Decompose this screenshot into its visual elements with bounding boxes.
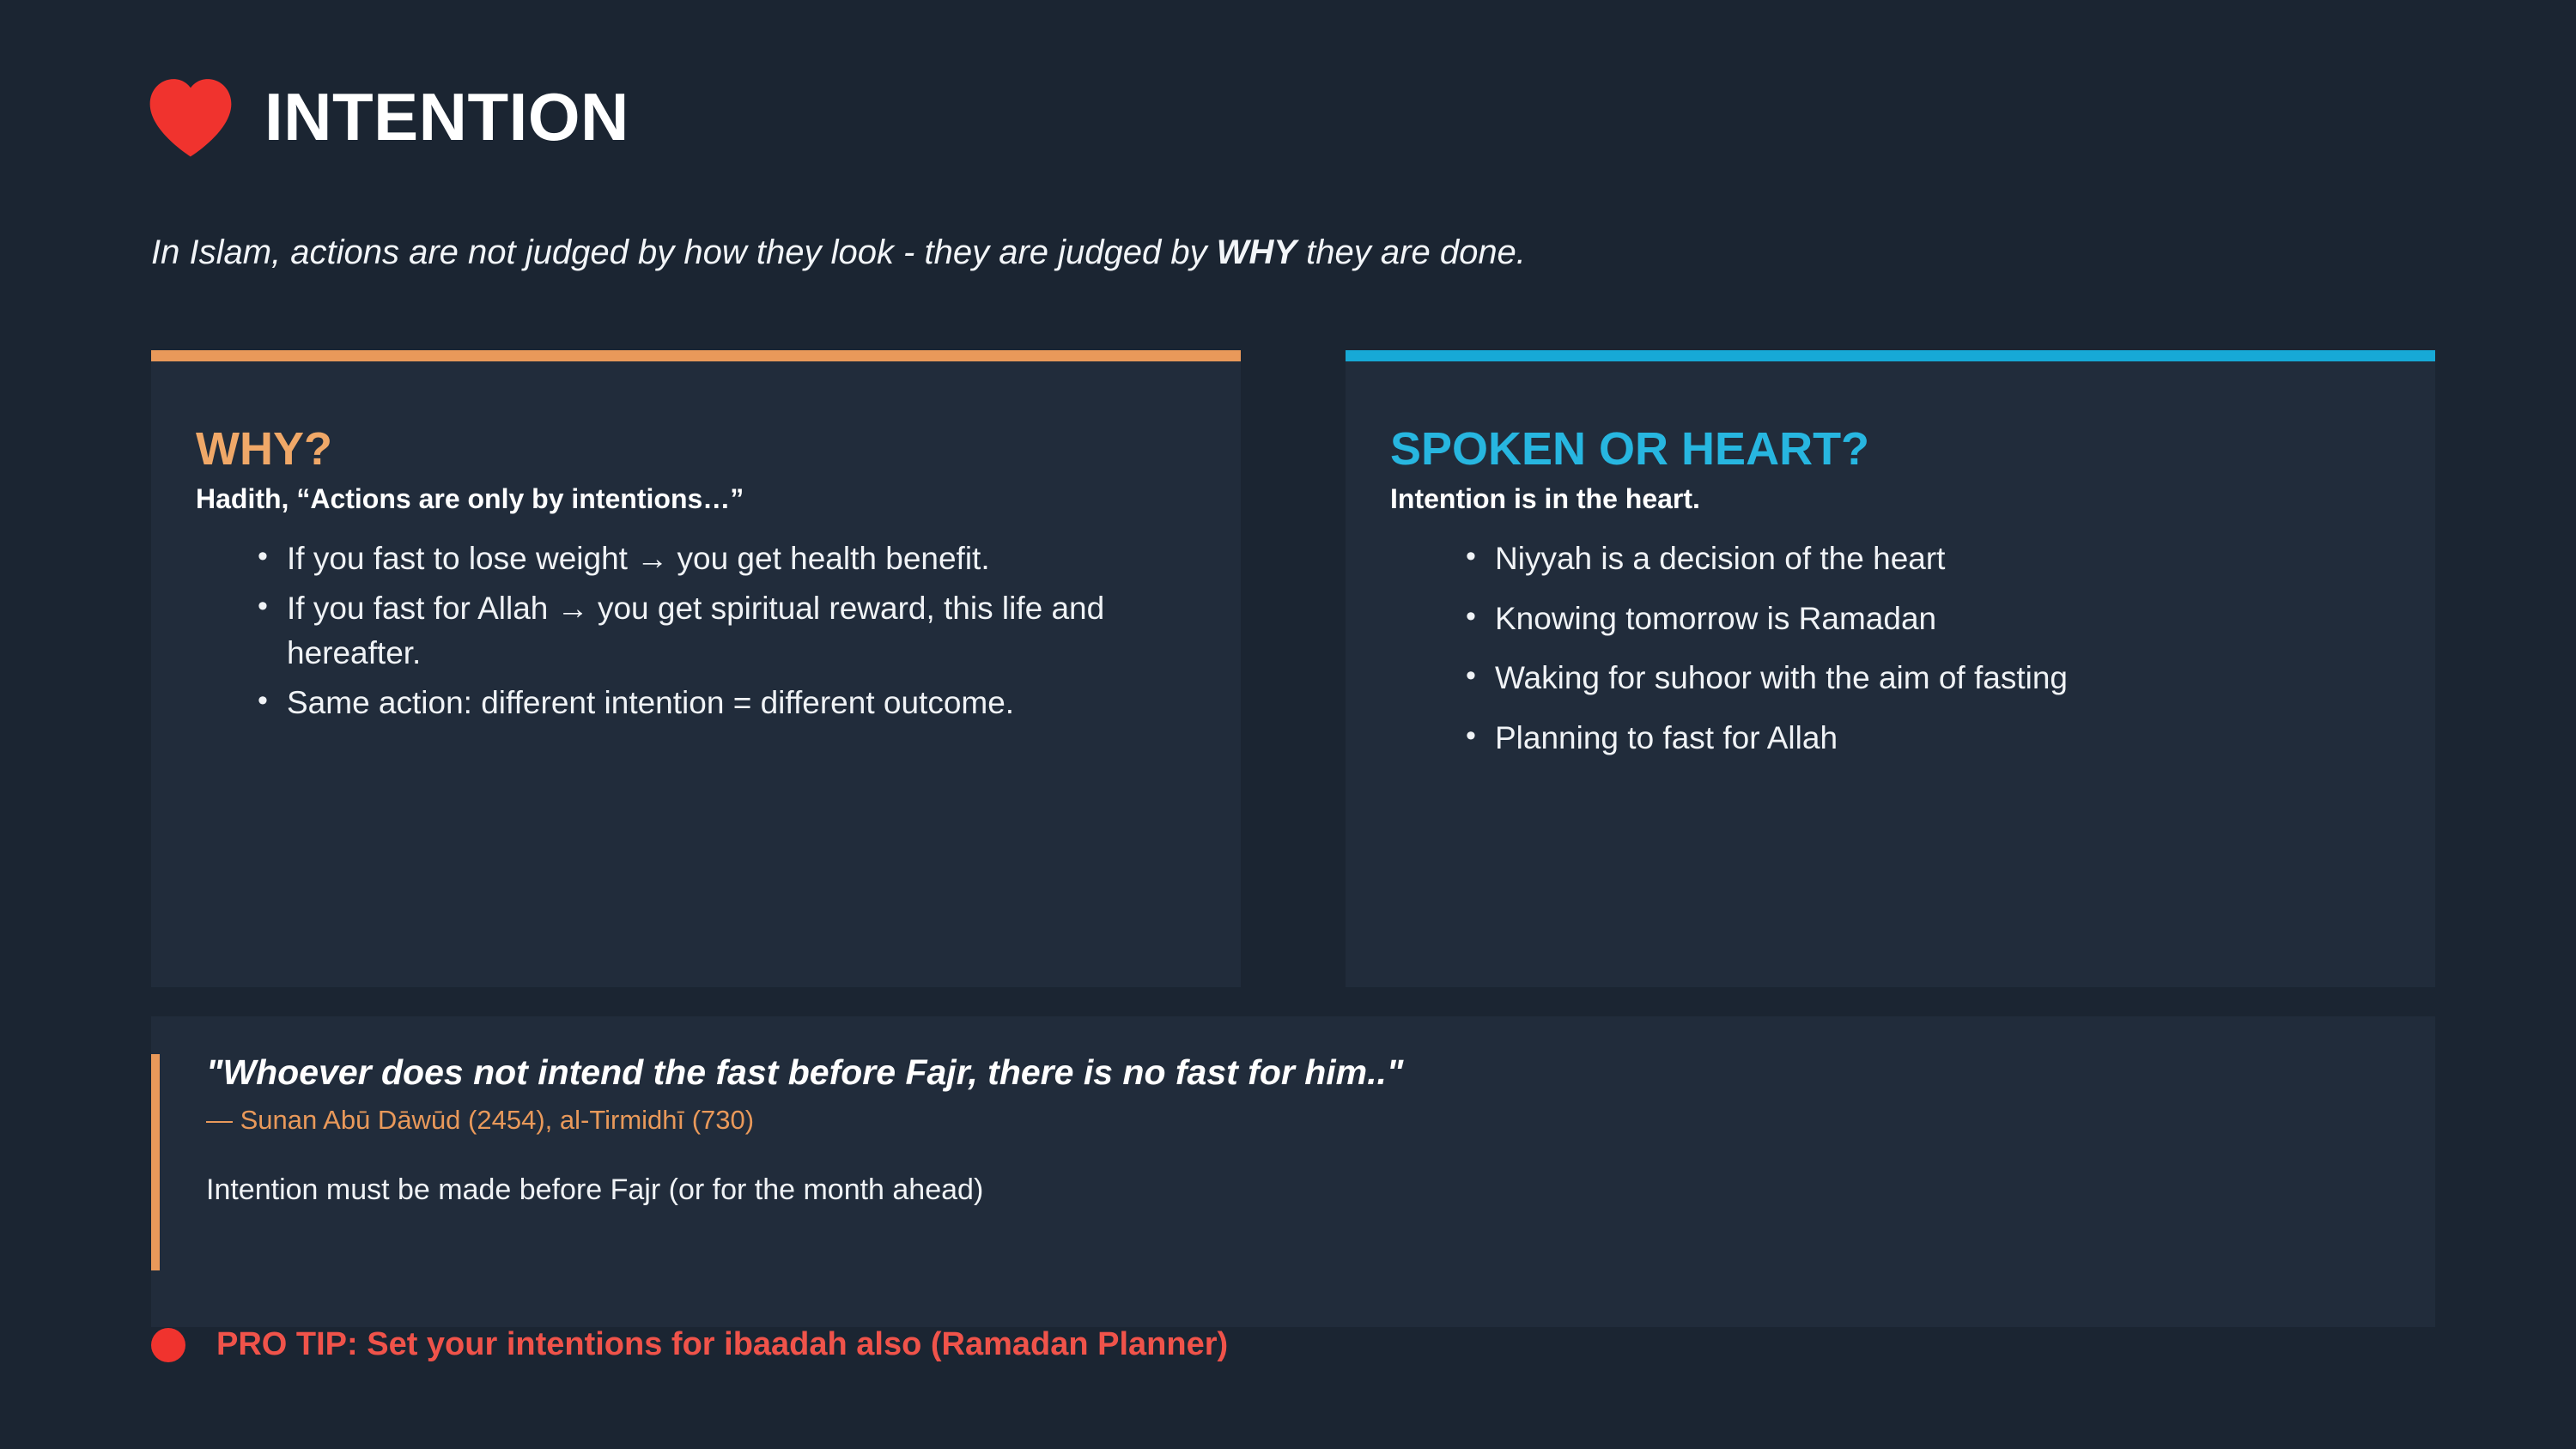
quote-source: — Sunan Abū Dāwūd (2454), al-Tirmidhī (730) xyxy=(206,1105,755,1136)
card-spoken-lead: Intention is in the heart. xyxy=(1390,483,1700,515)
card-spoken-or-heart xyxy=(1346,350,2435,987)
slide-header xyxy=(146,76,629,158)
card-why-list xyxy=(258,537,1196,725)
card-spoken-list xyxy=(1466,537,2391,761)
quote-block xyxy=(151,1016,2435,1327)
quote-text: "Whoever does not intend the fast before Fajr, there is no fast for him.." xyxy=(206,1052,1404,1092)
card-why-lead: Hadith, “Actions are only by intentions…” xyxy=(196,483,744,515)
subtitle-part-2: they are done. xyxy=(1297,233,1526,271)
cards-row xyxy=(151,350,2435,987)
list-item: • Knowing tomorrow is Ramadan xyxy=(1466,597,2391,642)
list-item: • If you fast for Allah → you get spiritual reward, this life and hereafter. xyxy=(258,586,1196,676)
card-why xyxy=(151,350,1241,987)
list-item: • Planning to fast for Allah xyxy=(1466,716,2391,761)
list-item: • If you fast to lose weight → you get health benefit. xyxy=(258,537,1196,582)
list-item: • Same action: different intention = different outcome. xyxy=(258,681,1196,726)
card-why-heading: WHY? xyxy=(196,423,332,475)
red-dot-icon xyxy=(151,1328,185,1362)
page-title: INTENTION xyxy=(264,79,629,155)
subtitle-emphasis: WHY xyxy=(1216,233,1297,271)
quote-accent-bar xyxy=(151,1054,160,1270)
list-item: • Waking for suhoor with the aim of fasting xyxy=(1466,656,2391,701)
pro-tip xyxy=(151,1326,1228,1363)
list-item: • Niyyah is a decision of the heart xyxy=(1466,537,2391,582)
card-spoken-accent-bar xyxy=(1346,350,2435,361)
quote-note: Intention must be made before Fajr (or for the month ahead) xyxy=(206,1173,984,1207)
pro-tip-text: PRO TIP: Set your intentions for ibaadah also (Ramadan Planner) xyxy=(216,1326,1229,1362)
slide-subtitle xyxy=(151,233,1526,272)
heart-icon xyxy=(146,76,235,158)
subtitle-part-1: In Islam, actions are not judged by how they look - they are judged by xyxy=(151,233,1217,271)
card-why-accent-bar xyxy=(151,350,1241,361)
card-spoken-heading: SPOKEN OR HEART? xyxy=(1390,423,1870,475)
